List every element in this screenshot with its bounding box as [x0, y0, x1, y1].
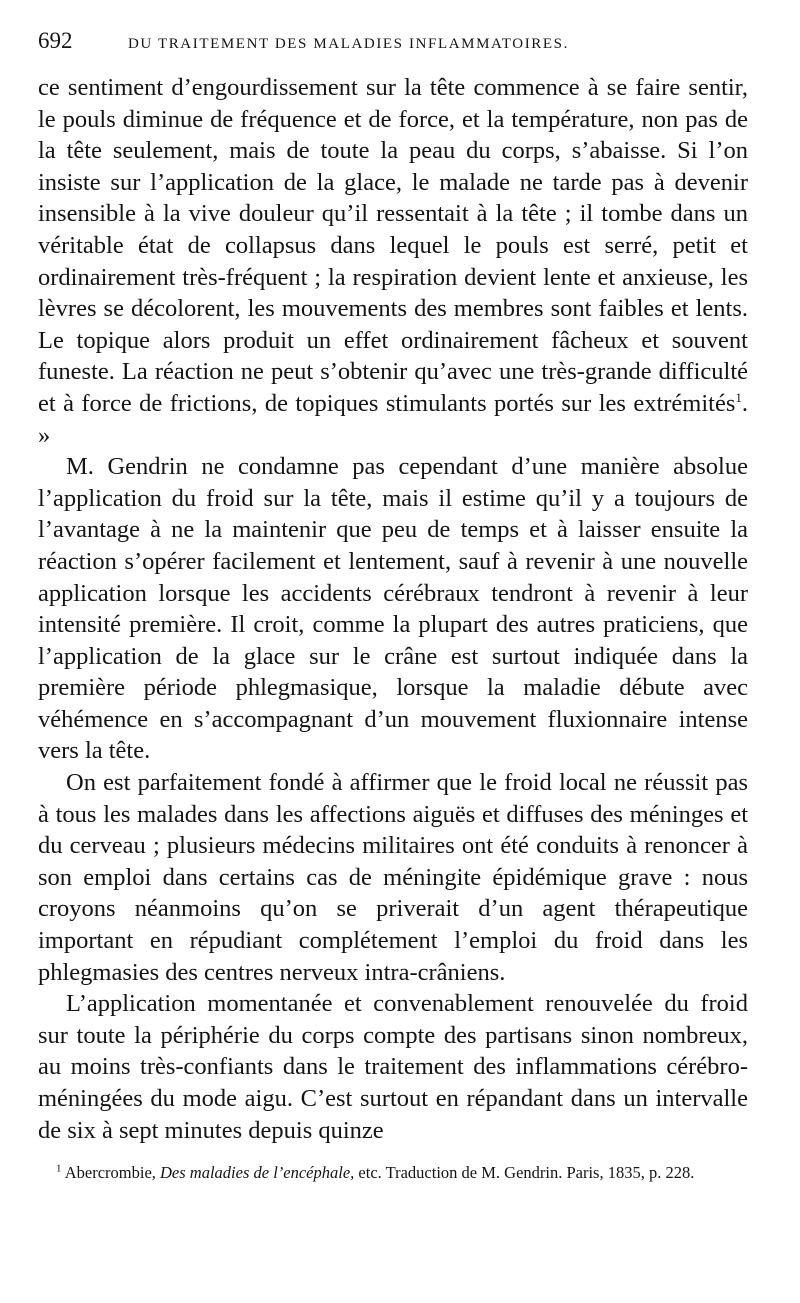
body-text: [38, 72, 748, 1146]
page-header: [38, 28, 748, 72]
page-number: 692: [38, 28, 73, 53]
paragraph-1-close: . »: [38, 389, 748, 449]
paragraph-1-text: ce sentiment d’engourdissement sur la tête commence à se faire sentir, le pouls diminue de fréquence et de force, et la température, non pas de la tête seulement, mais de toute la peau du corps, s’abaisse. Si l’on insiste sur l’application de la glace, le malade ne tarde pas à devenir insensible à la vive douleur qu’il ressentait à la tête ; il tombe dans un véritable état de collapsus dans lequel le pouls est serré, petit et ordinairement très-fréquent ; la respiration devient lente et anxieuse, les lèvres se décolorent, les mouvements des membres sont faibles et lents. Le topique alors produit un effet ordinairement fâcheux et souvent funeste. La réaction ne peut s’obtenir qu’avec une très-grande difficulté et à force de frictions, de topiques stimulants portés sur les extrémités: [38, 74, 748, 417]
paragraph-4: L’application momentanée et convenablement renouvelée du froid sur toute la périphérie du corps compte des partisans sinon nombreux, au moins très-confiants dans le traitement des inflammations cérébro-méningées du mode aigu. C’est surtout en répandant dans un intervalle de six à sept minutes depuis quinze: [38, 990, 748, 1144]
paragraph-1: [38, 72, 748, 451]
footnote-reference[interactable]: 1: [735, 389, 742, 405]
footnote-author: Abercrombie,: [64, 1163, 156, 1183]
running-head: DU TRAITEMENT DES MALADIES INFLAMMATOIRES.: [128, 36, 569, 52]
paragraph-2: M. Gendrin ne condamne pas cependant d’une manière absolue l’application du froid sur la tête, mais il estime qu’il y a toujours de l’avantage à ne la maintenir que peu de temps et à laisser ensuite la réaction s’opérer facilement et lentement, sauf à revenir à une nouvelle application lorsque les accidents cérébraux tendront à revenir à leur intensité première. Il croit, comme la plupart des autres praticiens, que l’application de la glace sur le crâne est surtout indiquée dans la première période phlegmasique, lorsque la maladie débute avec véhémence en s’accompagnant d’un mouvement fluxionnaire intense vers la tête.: [38, 453, 748, 765]
paragraph-3: On est parfaitement fondé à affirmer que le froid local ne réussit pas à tous les malades dans les affections aiguës et diffuses des méninges et du cerveau ; plusieurs médecins militaires ont été conduits à renoncer à son emploi dans certains cas de méningite épidémique grave : nous croyons néanmoins qu’on se priverait d’un agent thérapeutique important en répudiant complétement l’emploi du froid dans les phlegmasies des centres nerveux intra-crâniens.: [38, 769, 748, 986]
footnote-1: [38, 1162, 748, 1184]
footnote-rest: etc. Traduction de M. Gendrin. Paris, 1835, p. 228.: [358, 1163, 695, 1183]
footnote-mark: 1: [56, 1162, 62, 1175]
footnotes: [38, 1162, 748, 1184]
footnote-title: Des maladies de l’encéphale,: [160, 1163, 355, 1183]
